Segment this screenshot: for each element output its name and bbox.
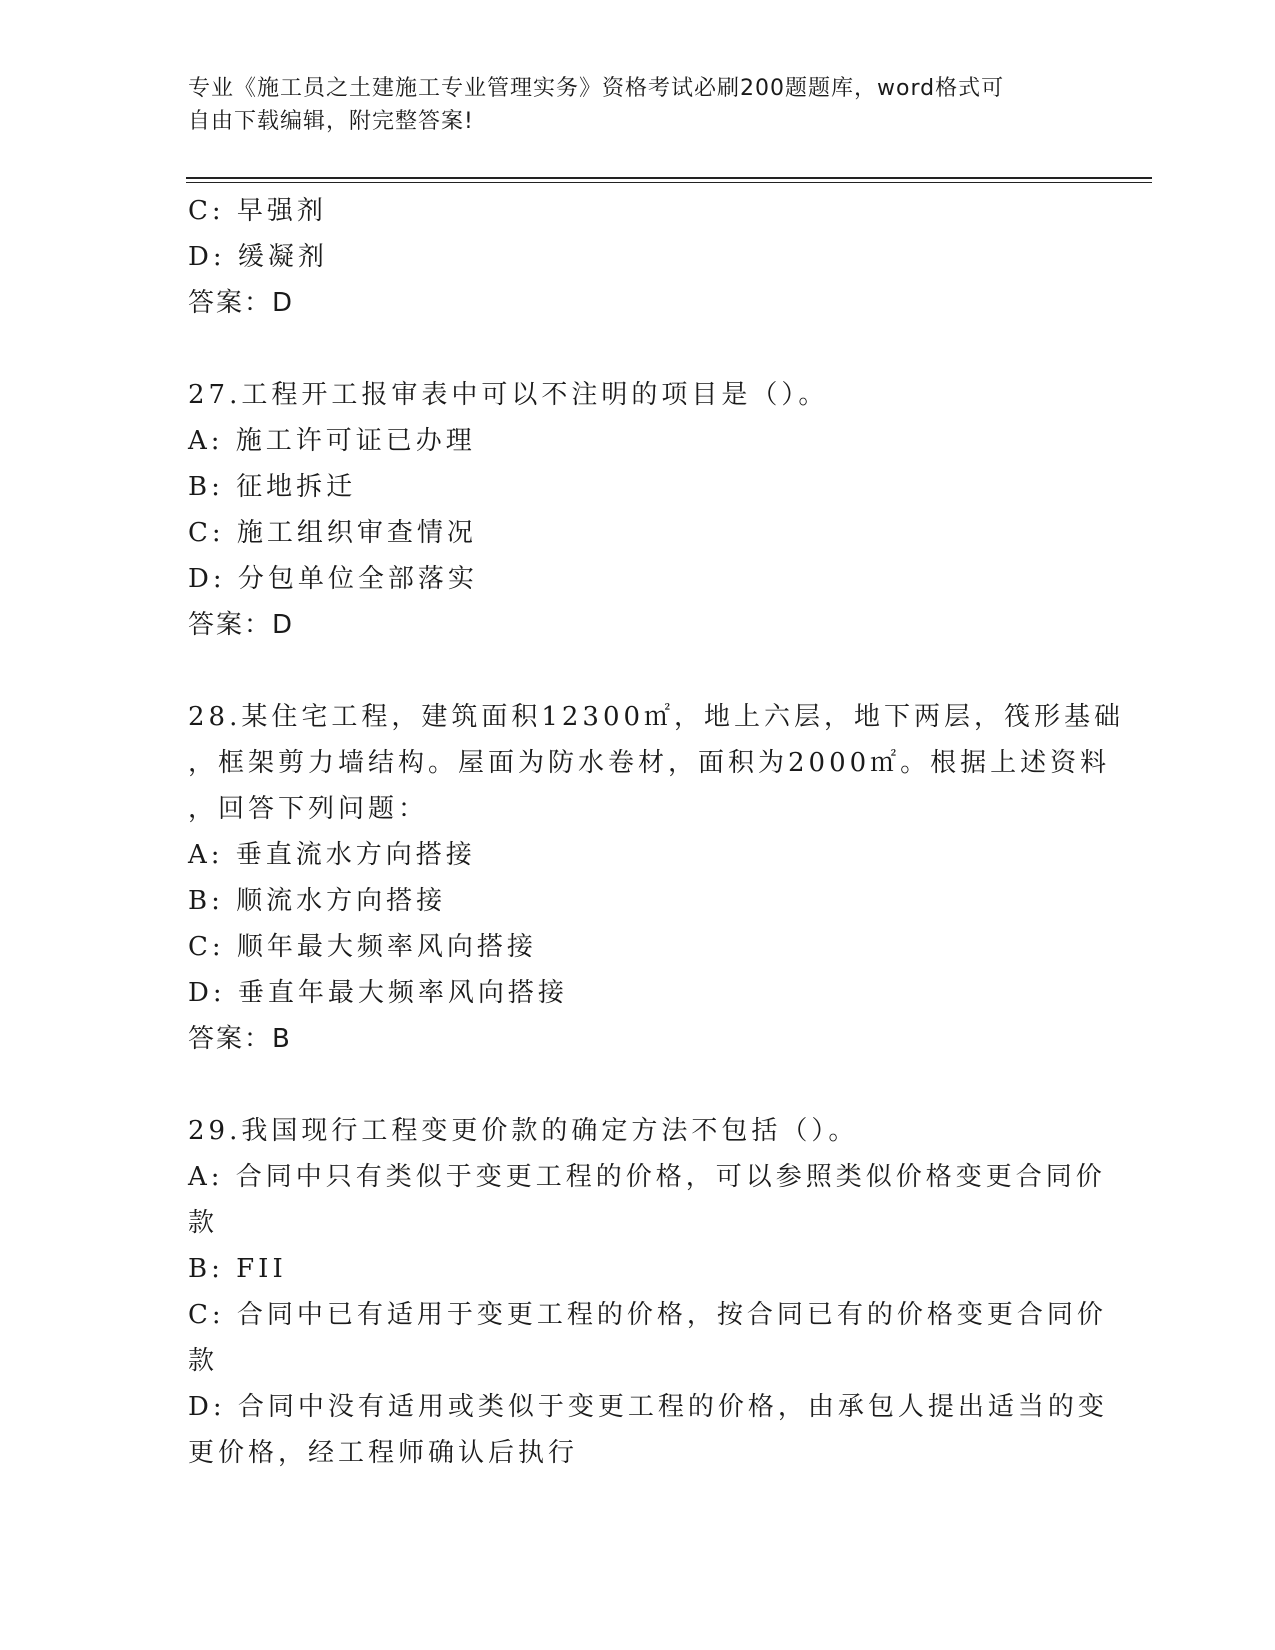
- option-c: C: 施工组织审查情况: [188, 518, 477, 548]
- spacer: [188, 1062, 1088, 1108]
- question-content: [188, 188, 1125, 1476]
- header-divider-thick: [186, 177, 1152, 179]
- document-header: [188, 72, 1088, 138]
- answer: 答案：D: [188, 288, 295, 318]
- answer: 答案：D: [188, 610, 295, 640]
- option-b: B: 征地拆迁: [188, 472, 357, 502]
- option-d: D: 缓凝剂: [188, 242, 328, 272]
- header-divider-thin: [186, 182, 1152, 183]
- option-b: B: FII: [188, 1254, 287, 1284]
- header-line-2: 自由下载编辑，附完整答案!: [188, 109, 474, 134]
- question-text: 29.我国现行工程变更价款的确定方法不包括（）。: [188, 1116, 859, 1146]
- option-a-line-1: A: 合同中只有类似于变更工程的价格，可以参照类似价格变更合同价: [188, 1162, 1106, 1192]
- option-d-line-2: 更价格，经工程师确认后执行: [188, 1438, 579, 1468]
- question-28: [188, 694, 1125, 1062]
- answer: 答案：B: [188, 1024, 292, 1054]
- option-d: D: 垂直年最大频率风向搭接: [188, 978, 568, 1008]
- question-text: 27.工程开工报审表中可以不注明的项目是（）。: [188, 380, 829, 410]
- option-b: B: 顺流水方向搭接: [188, 886, 447, 916]
- header-line-1: 专业《施工员之土建施工专业管理实务》资格考试必刷200题题库，word格式可: [188, 76, 1005, 101]
- option-d: D: 分包单位全部落实: [188, 564, 478, 594]
- question-27: [188, 372, 1088, 648]
- spacer: [188, 326, 1088, 372]
- option-a: A: 垂直流水方向搭接: [188, 840, 476, 870]
- spacer: [188, 648, 1088, 694]
- question-text-line-1: 28.某住宅工程，建筑面积12300㎡，地上六层，地下两层，筏形基础: [188, 702, 1125, 732]
- option-c-line-1: C: 合同中已有适用于变更工程的价格，按合同已有的价格变更合同价: [188, 1300, 1107, 1330]
- question-text-line-3: ，回答下列问题：: [188, 794, 429, 824]
- option-c: C: 早强剂: [188, 196, 327, 226]
- question-26-tail: [188, 188, 1088, 326]
- option-c: C: 顺年最大频率风向搭接: [188, 932, 537, 962]
- option-a-line-2: 款: [188, 1208, 219, 1238]
- option-c-line-2: 款: [188, 1346, 219, 1376]
- question-text-line-2: ，框架剪力墙结构。屋面为防水卷材，面积为2000㎡。根据上述资料: [188, 748, 1111, 778]
- option-d-line-1: D: 合同中没有适用或类似于变更工程的价格，由承包人提出适当的变: [188, 1392, 1108, 1422]
- question-29: [188, 1108, 1108, 1476]
- option-a: A: 施工许可证已办理: [188, 426, 476, 456]
